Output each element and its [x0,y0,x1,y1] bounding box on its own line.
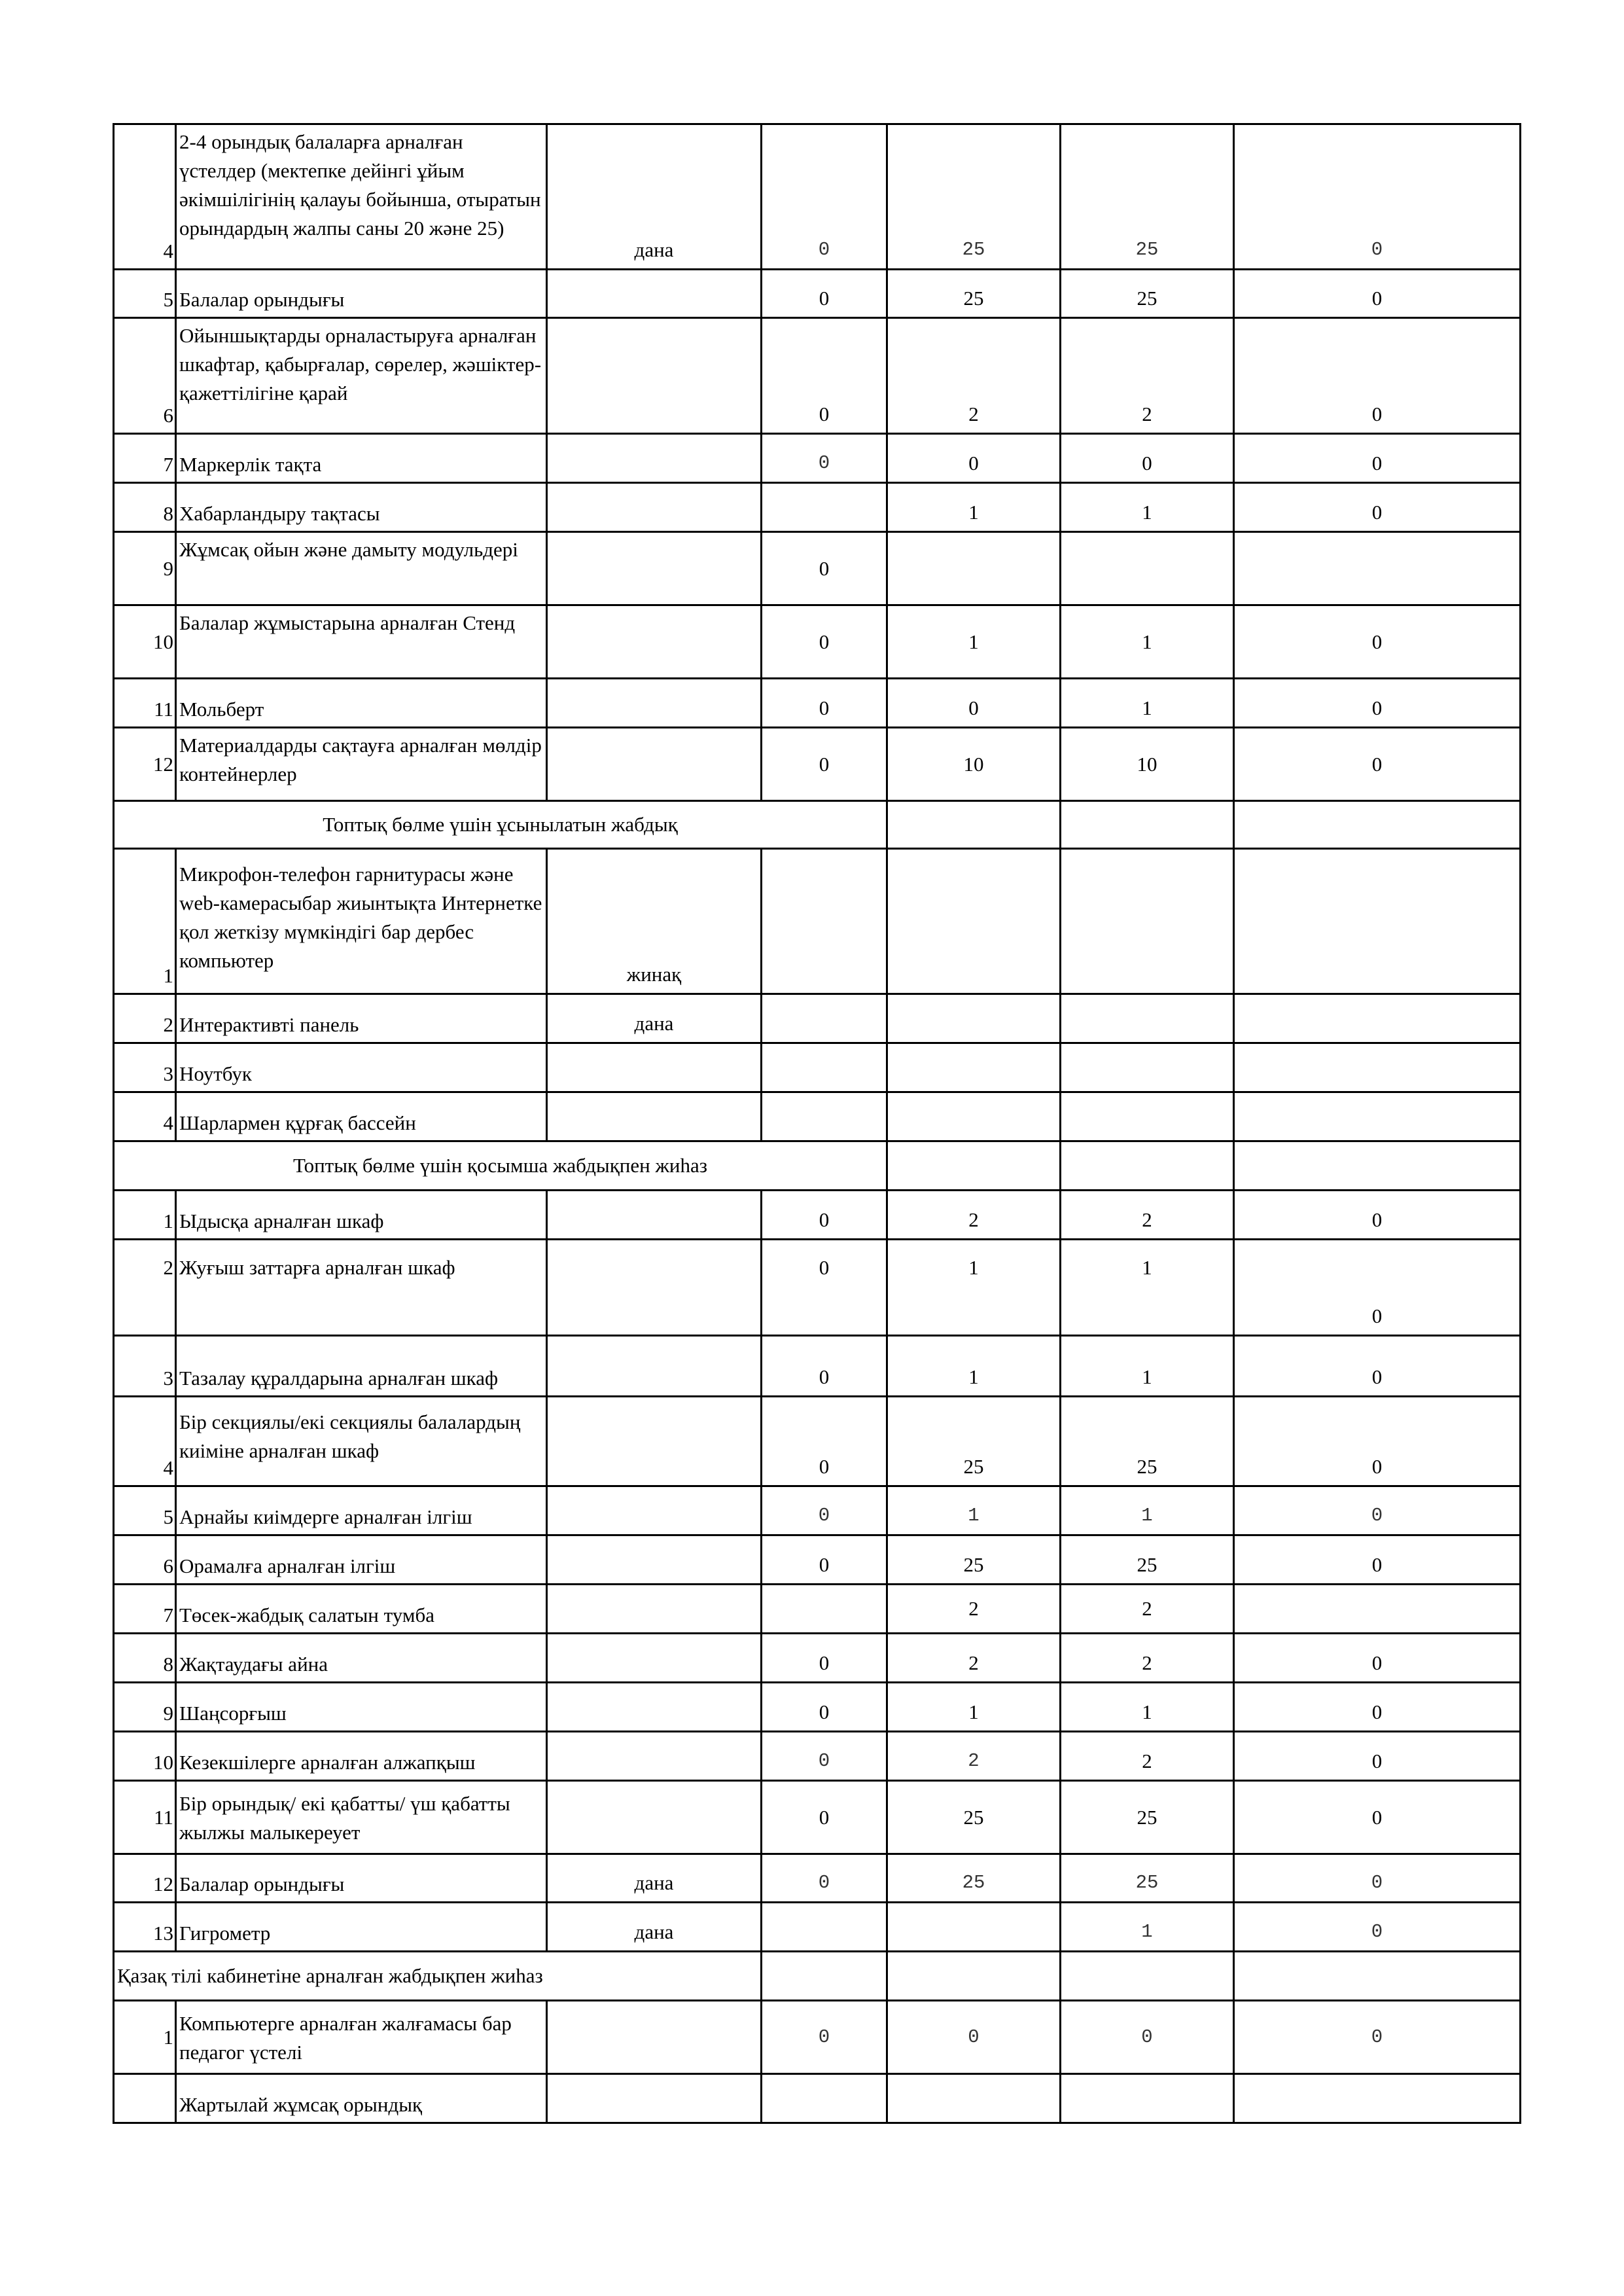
value-cell: 1 [1061,1486,1234,1535]
value-cell: 10 [1061,728,1234,801]
value-cell: 0 [762,1683,887,1732]
row-number: 3 [114,1336,176,1397]
item-name: Компьютерге арналған жалғамасы бар педагог үстелі [176,2001,547,2074]
row-number: 6 [114,1535,176,1585]
value-cell: 0 [762,318,887,434]
table-row [114,434,1521,483]
item-unit [547,1535,762,1585]
value-cell: 2 [887,318,1061,434]
value-cell: 0 [1234,1397,1521,1486]
value-cell: 0 [887,679,1061,728]
table-row [114,483,1521,532]
table-row [114,532,1521,605]
item-unit [547,605,762,679]
value-cell: 2 [887,1634,1061,1683]
empty-cell [762,1952,887,2001]
table-row [114,1683,1521,1732]
value-cell: 0 [1234,1854,1521,1903]
value-cell: 0 [1234,1535,1521,1585]
item-unit [547,728,762,801]
item-unit [547,1240,762,1336]
row-number: 4 [114,1397,176,1486]
value-cell: 0 [762,679,887,728]
value-cell: 0 [762,1397,887,1486]
row-number: 4 [114,1092,176,1141]
value-cell: 2 [887,1732,1061,1781]
value-cell: 0 [1234,434,1521,483]
value-cell: 25 [887,124,1061,270]
empty-cell [762,1043,887,1092]
empty-cell [1061,849,1234,994]
item-name: Орамалға арналған ілгіш [176,1535,547,1585]
item-name: Микрофон-телефон гарнитурасы және web-камерасыбар жиынтықта Интернетке қол жеткізу мүмкіндігі бар дербес компьютер [176,849,547,994]
empty-cell [887,849,1061,994]
value-cell: 0 [762,1486,887,1535]
empty-cell [887,1141,1061,1191]
value-cell [1061,2074,1234,2123]
item-name: Жұмсақ ойын және дамыту модульдері [176,532,547,605]
value-cell: 0 [762,1535,887,1585]
row-number: 5 [114,270,176,318]
item-name: Гигрометр [176,1903,547,1952]
value-cell: 0 [1234,1240,1521,1336]
empty-cell [1061,1952,1234,2001]
empty-cell [1234,849,1521,994]
section-heading: Топтық бөлме үшін қосымша жабдықпен жиһаз [114,1141,887,1191]
value-cell: 25 [1061,1397,1234,1486]
empty-cell [762,1092,887,1141]
table-row [114,1732,1521,1781]
value-cell: 2 [1061,1634,1234,1683]
value-cell: 0 [1061,434,1234,483]
item-unit [547,1634,762,1683]
item-unit: дана [547,994,762,1043]
value-cell: 0 [762,270,887,318]
value-cell: 0 [1234,1903,1521,1952]
empty-cell [1061,801,1234,849]
item-name: Маркерлік тақта [176,434,547,483]
value-cell: 0 [887,434,1061,483]
item-name: Арнайы киімдерге арналған ілгіш [176,1486,547,1535]
empty-cell [887,1092,1061,1141]
value-cell: 1 [887,1240,1061,1336]
value-cell: 25 [1061,270,1234,318]
value-cell: 25 [1061,1854,1234,1903]
item-unit: дана [547,1903,762,1952]
row-number: 1 [114,849,176,994]
value-cell [887,532,1061,605]
item-unit: дана [547,1854,762,1903]
item-name: Ноутбук [176,1043,547,1092]
row-number: 9 [114,1683,176,1732]
empty-cell [762,849,887,994]
item-name: Хабарландыру тақтасы [176,483,547,532]
table-row [114,1240,1521,1336]
row-number: 2 [114,1240,176,1336]
value-cell: 0 [762,532,887,605]
value-cell: 0 [762,1781,887,1854]
empty-cell [1061,1092,1234,1141]
row-number: 10 [114,1732,176,1781]
empty-cell [1234,1952,1521,2001]
item-unit [547,2074,762,2123]
table-row [114,994,1521,1043]
empty-cell [1234,801,1521,849]
value-cell: 0 [1234,605,1521,679]
value-cell: 1 [887,1486,1061,1535]
empty-cell [887,994,1061,1043]
value-cell: 0 [1234,124,1521,270]
table-row [114,2001,1521,2074]
value-cell: 25 [887,1397,1061,1486]
item-name: Шаңсорғыш [176,1683,547,1732]
item-unit [547,2001,762,2074]
item-unit [547,1486,762,1535]
item-unit [547,1191,762,1240]
value-cell: 0 [1234,1336,1521,1397]
empty-cell [887,1043,1061,1092]
item-unit [547,318,762,434]
item-unit [547,483,762,532]
value-cell: 25 [887,270,1061,318]
value-cell: 2 [1061,1191,1234,1240]
section-row [114,1141,1521,1191]
table-row [114,1092,1521,1141]
table-row [114,1486,1521,1535]
item-unit [547,1781,762,1854]
table-row [114,1336,1521,1397]
value-cell: 0 [1234,2001,1521,2074]
value-cell: 0 [1234,270,1521,318]
row-number: 6 [114,318,176,434]
item-name: 2-4 орындық балаларға арналған үстелдер (мектепке дейінгі ұйым әкімшілігінің қалауы бойынша, отыратын орындардың жалпы саны 20 және 25) [176,124,547,270]
value-cell: 25 [1061,1781,1234,1854]
value-cell [1234,532,1521,605]
value-cell: 0 [762,2001,887,2074]
equipment-table [113,123,1521,2124]
value-cell: 0 [762,1191,887,1240]
empty-cell [1061,1043,1234,1092]
item-unit [547,1732,762,1781]
table-row [114,1781,1521,1854]
item-name: Балалар жұмыстарына арналған Стенд [176,605,547,679]
item-name: Бір орындық/ екі қабатты/ үш қабатты жылжы малыкереует [176,1781,547,1854]
value-cell [887,2074,1061,2123]
value-cell: 2 [887,1191,1061,1240]
row-number: 3 [114,1043,176,1092]
item-name: Тазалау құралдарына арналған шкаф [176,1336,547,1397]
table-row [114,679,1521,728]
item-unit [547,532,762,605]
table-row [114,124,1521,270]
value-cell: 0 [1234,318,1521,434]
value-cell: 0 [1234,1683,1521,1732]
item-unit [547,1336,762,1397]
table-row [114,849,1521,994]
value-cell: 0 [762,1854,887,1903]
row-number: 13 [114,1903,176,1952]
row-number: 8 [114,1634,176,1683]
empty-cell [1061,1141,1234,1191]
table-row [114,1397,1521,1486]
value-cell [1061,532,1234,605]
value-cell [762,2074,887,2123]
row-number: 2 [114,994,176,1043]
value-cell: 0 [1234,483,1521,532]
value-cell: 0 [1234,1634,1521,1683]
value-cell: 10 [887,728,1061,801]
value-cell: 0 [1234,728,1521,801]
value-cell: 0 [762,605,887,679]
value-cell: 25 [887,1854,1061,1903]
value-cell: 0 [1234,1191,1521,1240]
row-number: 8 [114,483,176,532]
value-cell: 25 [887,1535,1061,1585]
item-unit [547,679,762,728]
value-cell: 1 [1061,483,1234,532]
item-unit [547,1043,762,1092]
value-cell: 1 [1061,605,1234,679]
row-number: 4 [114,124,176,270]
value-cell: 0 [1234,1486,1521,1535]
value-cell: 0 [762,1240,887,1336]
item-name: Ойыншықтарды орналастыруға арналған шкафтар, қабырғалар, сөрелер, жәшіктер-қажеттілігіне қарай [176,318,547,434]
table-row [114,728,1521,801]
value-cell: 1 [887,605,1061,679]
value-cell: 0 [1234,679,1521,728]
value-cell: 25 [1061,124,1234,270]
value-cell: 2 [1061,1585,1234,1634]
section-heading: Топтық бөлме үшін ұсынылатын жабдық [114,801,887,849]
item-name: Мольберт [176,679,547,728]
value-cell [762,483,887,532]
item-unit [547,1585,762,1634]
table-row [114,270,1521,318]
table-row [114,1535,1521,1585]
value-cell: 2 [1061,318,1234,434]
table-row [114,2074,1521,2123]
value-cell: 1 [887,1683,1061,1732]
row-number: 5 [114,1486,176,1535]
value-cell: 1 [1061,1240,1234,1336]
item-name: Кезекшілерге арналған алжапқыш [176,1732,547,1781]
item-name: Төсек-жабдық салатын тумба [176,1585,547,1634]
item-name: Интерактивті панель [176,994,547,1043]
item-unit [547,270,762,318]
row-number [114,2074,176,2123]
item-name: Бір секциялы/екі секциялы балалардың киіміне арналған шкаф [176,1397,547,1486]
row-number: 7 [114,434,176,483]
value-cell: 1 [887,483,1061,532]
empty-cell [762,994,887,1043]
value-cell: 0 [762,434,887,483]
item-name: Ыдысқа арналған шкаф [176,1191,547,1240]
item-unit [547,1092,762,1141]
value-cell: 1 [1061,679,1234,728]
table-row [114,1634,1521,1683]
row-number: 11 [114,679,176,728]
row-number: 10 [114,605,176,679]
value-cell: 0 [762,1336,887,1397]
value-cell [762,1585,887,1634]
empty-cell [887,801,1061,849]
item-name: Материалдарды сақтауға арналған мөлдір контейнерлер [176,728,547,801]
value-cell: 0 [762,1634,887,1683]
value-cell [887,1903,1061,1952]
empty-cell [887,1952,1061,2001]
row-number: 7 [114,1585,176,1634]
section-row [114,801,1521,849]
value-cell: 0 [887,2001,1061,2074]
item-unit [547,434,762,483]
item-name: Шарлармен құрғақ бассейн [176,1092,547,1141]
section-heading: Қазақ тілі кабинетіне арналған жабдықпен жиһаз [114,1952,762,2001]
value-cell: 2 [887,1585,1061,1634]
row-number: 1 [114,2001,176,2074]
value-cell [1234,2074,1521,2123]
table-row [114,318,1521,434]
table-row [114,1903,1521,1952]
item-name: Балалар орындығы [176,270,547,318]
row-number: 11 [114,1781,176,1854]
value-cell: 0 [1234,1781,1521,1854]
value-cell: 0 [762,124,887,270]
table-row [114,605,1521,679]
row-number: 9 [114,532,176,605]
item-name: Жартылай жұмсақ орындық [176,2074,547,2123]
item-unit: дана [547,124,762,270]
empty-cell [1061,994,1234,1043]
item-name: Балалар орындығы [176,1854,547,1903]
row-number: 12 [114,728,176,801]
section-row [114,1952,1521,2001]
value-cell: 1 [1061,1683,1234,1732]
item-name: Жақтаудағы айна [176,1634,547,1683]
value-cell: 25 [887,1781,1061,1854]
value-cell: 0 [1234,1732,1521,1781]
value-cell: 25 [1061,1535,1234,1585]
item-name: Жуғыш заттарға арналған шкаф [176,1240,547,1336]
item-unit [547,1397,762,1486]
table-row [114,1191,1521,1240]
value-cell: 0 [762,1732,887,1781]
value-cell: 0 [1061,2001,1234,2074]
table-row [114,1585,1521,1634]
empty-cell [1234,1141,1521,1191]
item-unit: жинақ [547,849,762,994]
value-cell: 1 [887,1336,1061,1397]
value-cell [1234,1585,1521,1634]
value-cell: 2 [1061,1732,1234,1781]
empty-cell [1234,1043,1521,1092]
row-number: 1 [114,1191,176,1240]
empty-cell [1234,1092,1521,1141]
table-row [114,1043,1521,1092]
table-row [114,1854,1521,1903]
value-cell: 1 [1061,1903,1234,1952]
value-cell: 1 [1061,1336,1234,1397]
value-cell [762,1903,887,1952]
empty-cell [1234,994,1521,1043]
item-unit [547,1683,762,1732]
value-cell: 0 [762,728,887,801]
row-number: 12 [114,1854,176,1903]
